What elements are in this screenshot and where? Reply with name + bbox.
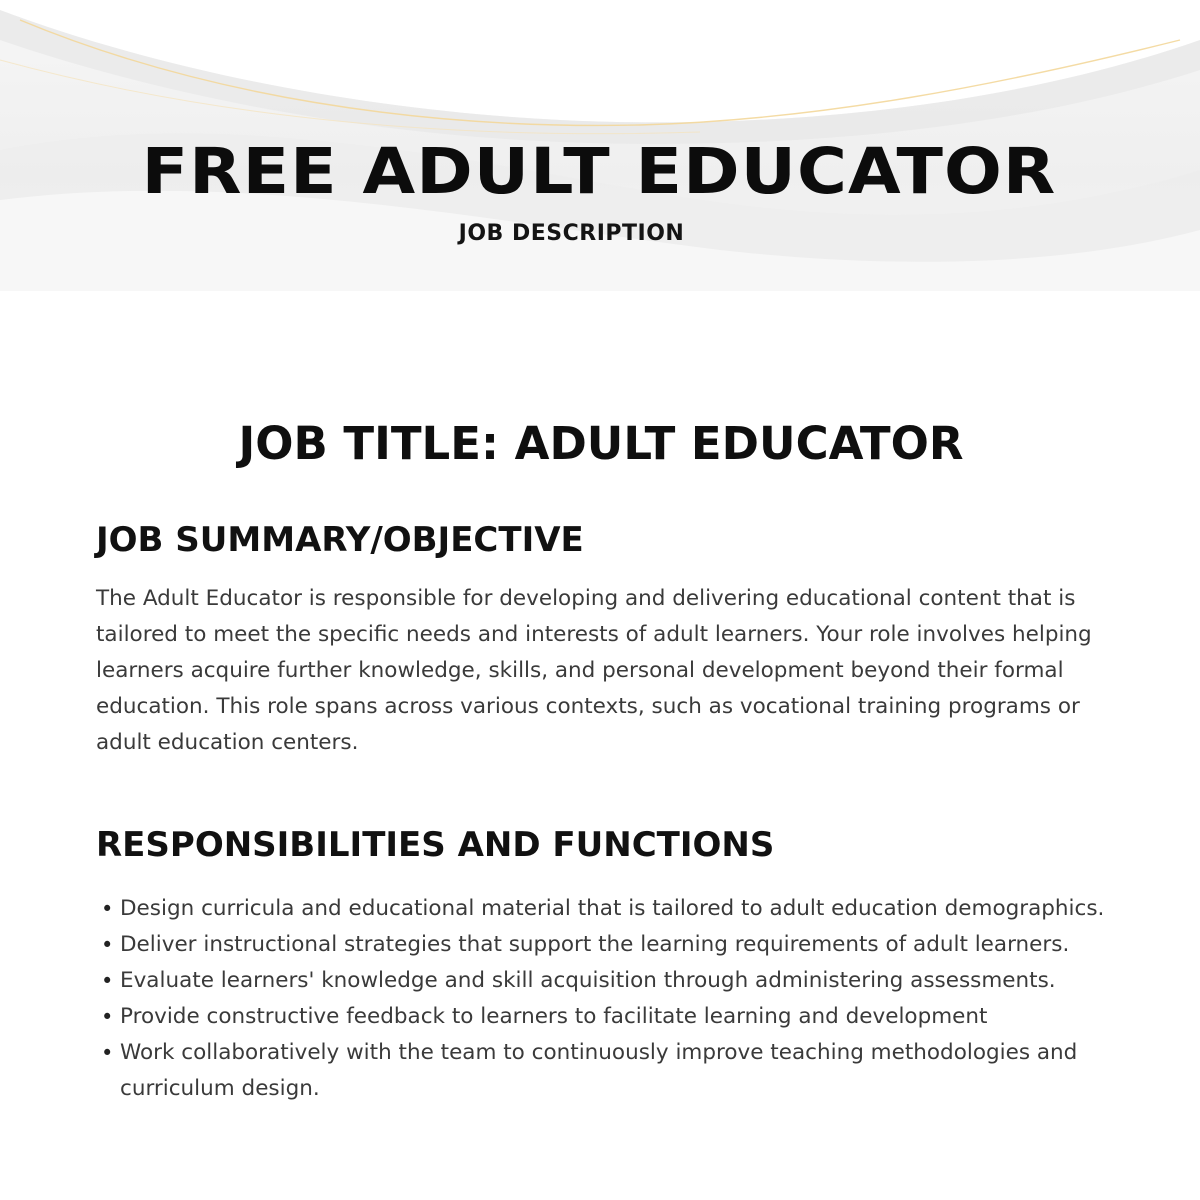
list-item-text: Evaluate learners' knowledge and skill acquisition through administering assessments. [120, 968, 1056, 993]
page-subtitle: JOB DESCRIPTION [458, 221, 685, 246]
list-item [96, 963, 1106, 999]
bullet-icon: • [101, 969, 114, 993]
job-title-heading: JOB TITLE: ADULT EDUCATOR [238, 417, 964, 470]
bullet-icon: • [101, 897, 114, 921]
bullet-icon: • [101, 1005, 114, 1029]
responsibilities-list [96, 891, 1106, 1107]
list-item-text: Work collaboratively with the team to continuously improve teaching methodologies and curriculum design. [120, 1040, 1078, 1101]
document-body [96, 412, 1106, 1107]
list-item [96, 927, 1106, 963]
summary-paragraph: The Adult Educator is responsible for developing and delivering educational content that is tailored to meet the specific needs and interests of adult learners. Your role involves helping learners acquire further knowledge, skills, and personal development beyond their formal education. This role spans across various contexts, such as vocational training programs or adult education centers. [96, 586, 1092, 755]
header-banner [0, 0, 1200, 291]
page-title: FREE ADULT EDUCATOR [141, 135, 1057, 208]
list-item-text: Provide constructive feedback to learners to facilitate learning and development [120, 1004, 988, 1029]
list-item-text: Deliver instructional strategies that support the learning requirements of adult learners. [120, 932, 1070, 957]
bullet-icon: • [101, 933, 114, 957]
list-item-text: Design curricula and educational material that is tailored to adult education demographics. [120, 896, 1105, 921]
list-item [96, 891, 1106, 927]
list-item [96, 999, 1106, 1035]
responsibilities-heading: RESPONSIBILITIES AND FUNCTIONS [96, 825, 775, 865]
bullet-icon: • [101, 1041, 114, 1065]
summary-heading: JOB SUMMARY/OBJECTIVE [96, 520, 584, 560]
list-item [96, 1035, 1106, 1107]
